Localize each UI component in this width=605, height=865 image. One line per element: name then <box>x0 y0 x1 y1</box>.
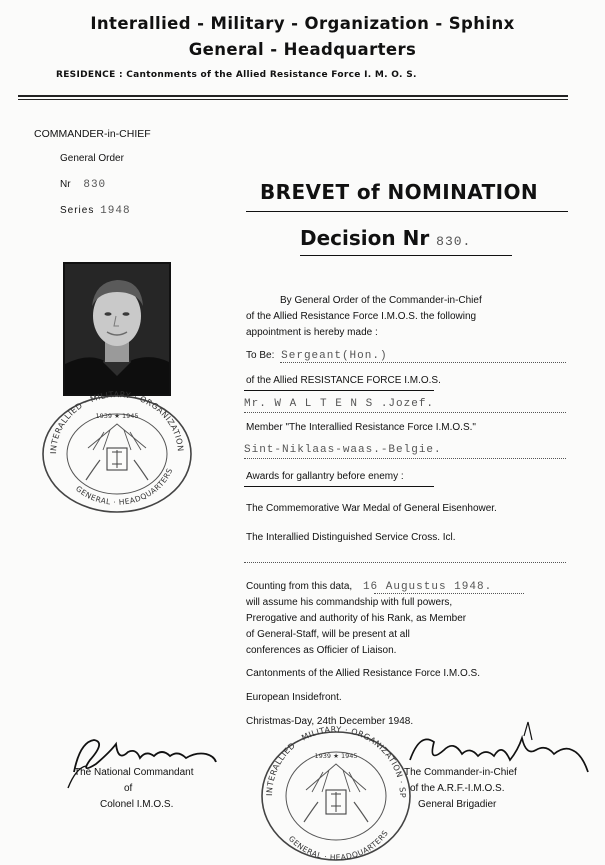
place-line <box>244 458 566 459</box>
to-be-line <box>280 362 566 363</box>
svg-text:INTERALLIED · MILITARY · ORGAN: INTERALLIED · MILITARY · ORGANIZATION · SP <box>264 724 408 799</box>
to-be-label: To Be: <box>246 350 275 361</box>
header-residence: RESIDENCE : Cantonments of the Allied Resistance Force I. M. O. S. <box>56 70 417 80</box>
series-label: Series <box>60 205 95 216</box>
to-be-value: Sergeant(Hon.) <box>281 350 388 362</box>
decision-underline <box>300 255 512 256</box>
allied-force-label: of the Allied RESISTANCE FORCE I.M.O.S. <box>246 375 441 386</box>
left-signature-line-3: Colonel I.M.O.S. <box>100 799 174 810</box>
series <box>60 205 131 217</box>
svg-text:INTERALLIED · MILITARY · ORGAN: INTERALLIED · MILITARY · ORGANIZATION <box>48 390 186 455</box>
awards-label: Awards for gallantry before enemy : <box>246 471 404 482</box>
decision-value: 830. <box>436 234 472 249</box>
series-value: 1948 <box>100 205 131 217</box>
order-number-label: Nr <box>60 179 71 190</box>
right-signature-line-2: of the A.R.F.-I.M.O.S. <box>410 783 505 794</box>
cantonments-line: Cantonments of the Allied Resistance Force I.M.O.S. <box>246 668 480 679</box>
counting-date: 16 Augustus 1948. <box>362 581 493 593</box>
left-signature-line-1: The National Commandant <box>74 767 194 778</box>
decision-label: Decision Nr <box>300 226 430 250</box>
member-name: Mr. W A L T E N S .Jozef. <box>244 398 435 410</box>
svg-text:GENERAL · HEADQUARTERS: GENERAL · HEADQUARTERS <box>73 466 175 507</box>
name-line <box>244 412 566 413</box>
title-underline <box>246 211 568 212</box>
headquarters-seal-bottom <box>256 722 416 865</box>
member-line: Member "The Interallied Resistance Force I.M.O.S." <box>246 422 476 433</box>
allied-force-underline <box>244 390 434 391</box>
awards-underline <box>244 486 434 487</box>
headquarters-seal-left <box>38 388 196 519</box>
intro-line-2: of the Allied Resistance Force I.M.O.S. the following <box>246 311 477 322</box>
header-rule-bottom <box>18 99 568 100</box>
portrait-photo <box>63 262 171 396</box>
award-1: The Commemorative War Medal of General Eisenhower. <box>246 503 497 514</box>
general-order-label: General Order <box>60 153 124 164</box>
order-number-value: 830 <box>83 179 107 191</box>
assume-line-2: Prerogative and authority of his Rank, as Member <box>246 613 467 624</box>
member-place: Sint-Niklaas-waas.-Belgie. <box>244 444 442 456</box>
order-number <box>60 179 106 191</box>
header-rule-top <box>18 95 568 97</box>
intro-line-1: By General Order of the Commander-in-Chief <box>280 295 482 306</box>
decision-number <box>300 226 471 250</box>
header-subtitle: General - Headquarters <box>188 40 417 59</box>
right-signature-line-1: The Commander-in-Chief <box>404 767 517 778</box>
date-line <box>374 593 524 594</box>
european-line: European Insidefront. <box>246 692 342 703</box>
document-title: BREVET of NOMINATION <box>260 180 539 204</box>
intro-line-3: appointment is hereby made : <box>246 327 378 338</box>
counting-label: Counting from this data, <box>246 581 353 592</box>
right-signature-line-3: General Brigadier <box>418 799 497 810</box>
award-2: The Interallied Distinguished Service Cross. Icl. <box>246 532 456 543</box>
svg-text:1939 ★ 1945: 1939 ★ 1945 <box>314 752 358 760</box>
assume-line-3: of General-Staff, will be present at all <box>246 629 410 640</box>
signature-left <box>66 722 226 795</box>
assume-line-4: conferences as Officier of Liaison. <box>246 645 397 656</box>
assume-line-1: will assume his commandship with full powers, <box>246 597 453 608</box>
left-signature-line-2: of <box>124 783 133 794</box>
christmas-line: Christmas-Day, 24th December 1948. <box>246 716 414 727</box>
header-title: Interallied - Military - Organization - Sphinx <box>90 14 515 33</box>
awards-end-line <box>244 562 566 563</box>
commander-label: COMMANDER-in-CHIEF <box>34 128 151 140</box>
svg-text:GENERAL · HEADQUARTERS: GENERAL · HEADQUARTERS <box>286 828 390 862</box>
svg-text:1939 ★ 1945: 1939 ★ 1945 <box>95 412 139 420</box>
